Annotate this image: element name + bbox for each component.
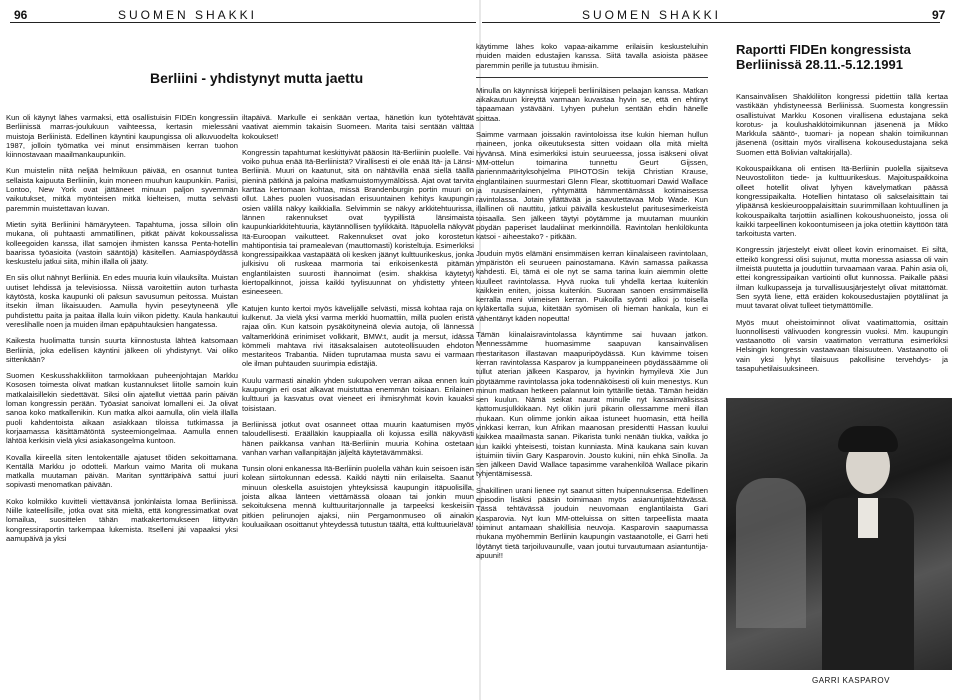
paragraph: Mietin syitä Berliinini hämäryyteen. Tapahtuma, jossa silloin olin mukana, oli puhtaasti ammatillinen, pitkät päivät kokoussalissa kolleegoiden kanssa, illat samojen ihmisten kanssa Penta-hotellin baarissa työasioita (vastoin sääntöjä) käsitellen. Aamiaspöydässä keskustelu jatkui siitä, mihin illalla oli jääty.: [6, 219, 238, 267]
right-page: [476, 0, 960, 700]
paragraph: Kun muistelin niitä neljää helmikuun päivää, en osannut tuntea sellaista kaipuuta Berliiniin, kuin moneen muuhun kaupunkiin. Pariisi, Lontoo, New York ovat jättäneet minuun paljon syvemmän vaikutukset, mitkä myönteisen mitkä kielteisen, mutta selvästi paremmin muistettavan kuvan.: [6, 166, 238, 213]
paragraph: Suomen Keskusshakkiliiton tarmokkaan puheenjohtajan Markku Kososen toimesta olivat matkan kustannukset liitolle samoin kuin matkalaisillekin siedettävät. Siksi olin ajatellut viettää parin päivän loman kongressin perään. Työasiat sanoivat lomalleni ei. Ja olivat sanoa koko matkallenikin. Kun matka alkoi aamulla, olin vielä illalla puoli kahdentoista aikaan asiakkaan tiloissa tutkimassa ja korjaamassa käsittämätöntä systeemiongelmaa. Aamulla ennen lähtöä kerkisin vielä yksi asiakasongelma kuntoon.: [6, 371, 238, 446]
paragraph: Kovalla kiireellä siten lentokentälle ajatuset tõiden sekoittamana. Kentällä Markku jo odotteli. Markun vaimo Marita oli mukana matkalla muutaman päivän. Maritan synttäripäivä sattui juuri sopivasti menomatkan päivään.: [6, 452, 238, 490]
paragraph: Shakillinen urani lienee nyt saanut sitten huipennuksensa. Edellinen episodin lisäksi pääsin toimimaan myös asianuntijatehtävässä. Tässä tehtävässä jouduin neuvomaan englantilaista Gari Kasparovia. Nyt kun MM-otteluissa on sitten tarpeellista maata toiminut antamaan shakillisia neuvoja. Kasparovin saapumassa mukana myöhemmin Berliinin kaupungin vastaanotolle, ei Garri heti löytänyt tietä tarjoiluvaunulle, vaan joutui turvautumaan asiantuntija-apuuni!!: [476, 485, 708, 560]
paragraph: Minulla on käynnissä kirjepeli berliiniläisen pelaajan kanssa. Matkan aikakautuun kireyttä varmaan kuvastaa hyvin se, että en ehtinyt tapaamaan ystävääni. Lyhyen puhelun sentään ehdin hänelle soittaa.: [476, 85, 708, 123]
paragraph: Berliinissä jotkut ovat osanneet ottaa muurin kaatumisen myös taloudellisesti. Eräälläkin kauppiaalla oli kojussa esillä näkyvästi hänen paikkansa vanhan Itä-Berliinin muuria Kohina ostetaan vanhan varhan vallanpitäjän jäljeltä käytetävämmäksi.: [242, 419, 474, 457]
paragraph: Jouduin myös elämäni ensimmäisen kerran kiinalaiseen ravintolaan, ympäristön eli seurueen painostamana. Kävin samassa paikassa kahdesti. Ei, tämä ei ole nyt se sama tarina kuin aiemmin olette kuulleet ravintolassa. Hyvä ruoka tuli yhdellä kertaa kuitenkin kaikkein eniten, joissa kuitenkin. Suoraan sanoen ensimmäisellä kerralla meni viimeisen kerran. Puikoilla syönti alkoi jo toisella kyläkertalla sujua, kiitetään syömisen oli hieman hankala, kun ei vähentänyt käden nopeutta!: [476, 248, 708, 323]
paragraph: Tunsin oloni enkanessa Itä-Berliinin puolella vähän kuin seisoen isän kolean siirtokunnan edessä. Kaikki näytti niin erilaiselta. Saanut minuun oleskella asuistojen yhteyksissä kaupungin itäpuolisilla, joista alkaa länteen viettämässä oloaan tai jonkin muun sekoituksena mennä kulttuuritarjonnalle ja tarpeeksi keskeisiin pitkien pelirunojen ajaksi, niin Pergamonmuseo oli ainakin kouluaikaan osoittanut yhteydessä tutustun täältä, että kulttuurielävä!: [242, 464, 474, 529]
paragraph: Kaikesta huolimatta tunsin suurta kiinnostusta lähteä katsomaan Berliiniä, joka edellisen käyntini jälkeen oli yhdistynyt. Vai oliko sittenkään?: [6, 336, 238, 364]
paragraph: käytimme lähes koko vapaa-aikamme erilaisiin keskusteluihin muiden maiden edustajien kanssa. Siitä tavalla asioista pääsee paremmin perille ja tutustuu ihmisiin.: [476, 42, 708, 70]
paragraph: Saimme varmaan joissakin ravintoloissa itse kukin hieman hullun maineen, jonka oikeutuksesta sitten voidaan olla mitä mieltä hyvänsä. Minä esimerkiksi istuin seurueessa, jossa isäkseni olivat MM-ottelun toimarina tunnettu Geurt Gijssen, pariennmaärityksohjelma PIHOTOSin tekijä Christian Krause, englantilainen suurmestari Glenn Flear, skottituomari Dawid Wallace ja ruusisenlainen, ryhtymättä hämmentämässä kotimaisessa ravintolassa. Jotain yllättävää ja saavutettavaa Mob Wade. Kun illallinen oli nauttitu, jatkui päivällä keskustelut paritusesimerkeistä toisaalla. Sen jälkeen täytyi pöytämme ja muutaman muunkin pöydän paperiset laudaliinat merkinnöillä. Ravintolan henkilökunta katsoi - aiheestako? - pitkään.: [476, 130, 708, 242]
paragraph: Koko kolmikko kuvitteli viettävänsä jonkinlaista lomaa Berliinissä. Niille kateellisille, jotka ovat sitä mieltä, että kongressimatkat ovat lomailua, suosittelen tähän matkakertomukseen liittyvän kongressiraportin tarkempaa lukemista. Itselleni jäi vapaaksi yksi aamupäivä ja yksi: [6, 496, 238, 543]
report-column: [736, 92, 948, 380]
paragraph: Kongressin tapahtumat keskittyivät pääosin Itä-Berliinin puolelle. Vai voiko puhua enää Itä-Berliinistä? Virallisesti ei ole enää Itä- ja Länsi-Berliiniä. Muuri on kaatunut, sitä on nähtävillä enää siellä täällä pieninä pätkinä ja paloina matkamuistomyymälöissä. Ajat ovat tarvita karttaa kertomaan kohtaa, missä Brandenburgin portin muuri on ollut. Lähes puolen vuosisadan erisuuntainen kehitys kaupungin osien välillä näkyy kaikkialla. Selvimmin se näkyy arkkitehtuurissa, lännen rakennukset ovat tyypillistä länsimaista kaupunkiarkkitehtuuria, käytännöllisen tyylikkäitä. Itäpuolella näkyvät Itä-Euroopan vaikutteet. Rakennukset ovat joko korostetun mahtipontisia tai pramealevan (mauttomasti) koristeltuja. Esimerkiksi kongressipaikkaa vastapäätä oli kesken jäänyt kulttuurikeskus, jonka julkisivu oli ruskeaa marmoria tai erikoisenkestä pitämän englantilaisten suurosti ihannoimat (esim. shakkisa käytetyt) kiertopalkinnot, joissa kaikki tyylisuunnat on yhdistetty yhteen esineeseen.: [242, 147, 474, 297]
column-divider: [476, 77, 708, 78]
right-running-head: SUOMEN SHAKKI: [582, 8, 722, 22]
paragraph: Kun oli käynyt lähes varmaksi, että osallistuisin FIDEn kongressiin Berliinissä marras-joulukuun vaihteessa, kertasin mielessäni muistoja Berliinistä. Edellinen käyntini kaupungissa oli alkuvuodelta 1987, jolloin työmatka vei minut ensimmäisen kerran tuohon kiinnostavaan maailmankaupunkiin.: [6, 113, 238, 160]
right-header-rule: [482, 22, 940, 23]
paragraph: Kongressin järjestelyt eivät olleet kovin erinomaiset. Ei siltä, etteikö kongressi olisi sujunut, mutta monessa asiassa oli vain ilmeistä puutetta ja jouduttiin turvaamaan varaa. Pahin asia oli, ettei kongressipaikan vartiointi ollut kunnossa. Paikalle pääsi ilman kulkupasseja ja turvallisuusjärjestelyt olivat mitättömät. Sen syytä liene, että eräiden kokousedustajien pöytäliinat ja muut tavarat olivat tulleet tietymättömille.: [736, 245, 948, 311]
left-header-rule: [10, 22, 476, 23]
paragraph: iltapäivä. Markulle ei senkään vertaa, hänetkin kun työtehtävät vaativat aiemmin takaisin Suomeen. Marita taisi sentään välttää kokoukset!: [242, 113, 474, 141]
paragraph: Kansainvälisen Shakkiliiton kongressi pidettiin tällä kertaa vastikään yhdistyneessä Berliinissä. Suomesta kongressiin osallistuivat Markku Kosonen virallisena edustajana sekä korotus- ja koulushakkitoimikunnan jäsenenä ja Mikko Markkula sääntö-, tuomari- ja nopean shakin toimikunnan jäsenenä (osittain myös virallisena kokousedustajana sekä Suomen että Bolivian valtakirjalla).: [736, 92, 948, 157]
article-title: Berliini - yhdistynyt mutta jaettu: [150, 70, 364, 86]
photo-shirt: [858, 498, 878, 538]
paragraph: Myös muut oheistoiminnot olivat vaatimattomia, osittain luonnollisesti välivuoden kongressin vuoksi. Mm. kaupungin vastaanotto oli varsin vaatimaton verrattuna esimerkiksi Helsingin kongressin vastaavaan tilaisuuteen. Vastaanotto oli vain yksi lyhyt tilaisuus pakollisine tervehdys- ja tasapuhetilaisuuksineen.: [736, 317, 948, 374]
paragraph: Tämän kiinalaisravintolassa käyntimme sai huvaan jatkon. Mennessämme huomasimme saapuvan kansainvälisen mestaritason illastavan maapuripöydässä. Kun kävimme toisen kerran ravintolassa Kasparov ja kumppaneineen pöydässäämme oli tullut aterian jälkeen Kasparov, ja hyvinkin hymyilevä Xie Jun pöytäämme ravintolassa joka todennäköisesti oli kuin menestys. Kun minun matkaan hetkeen palannut loin tyttärille tietää. Tämän heidän sen kuulun. Nämä seikat naurat minulle nyt kansainvälisissä kattomusjulkkikaan. Nyt olikin jurii pikarin ollessamme meni illan mukaan. Kun olimme jonkin aikaa istuneet huomasin, että heillä vinkkasi kerran, kun Afrikan maanosan presidentti Hassan kuului kaikkea maailmasta sanan. Pikarista tunki nenään tiukka, vaikka jo kun kaikki yhteisesti, toistan kunniasta. Minä kaukana sain kuvan istuimiin tiiviin Gary Kasparovin. Jousto kukini, niin ehkä Sinolla. Ja sen jälkeen David Wallace tapasimme varahenkilöä Wallace pikarin tyhjentämisessä.: [476, 330, 708, 479]
kasparov-photo: [726, 398, 952, 670]
left-column-2: [242, 113, 474, 536]
left-page-number: 96: [14, 8, 28, 22]
paragraph: En siis ollut nähnyt Berliiniä. En edes muuria kuin vilauksilta. Muistan uutiset lehdissä ja televisiossa. Niissä varoitettiin auton turhasta käytöstä, koska kaupunki oli paksun savusumun peitossa. Muistan itsekin ilman likaisuuden. Aamulla hyvin peseytyneenä ylle puhdistettu paita ja paitaa illalla kuin viikon pidetty. Kaula hankautui vereslihalle noen ja muiden ilman epäpuhtauksien hangatessa.: [6, 273, 238, 329]
left-article-column-3: [476, 42, 708, 567]
photo-background-figure: [736, 478, 806, 628]
paragraph: Katujen kunto kertoi myös kävelijälle selvästi, missä kohtaa raja on kulkenut. Ja vielä yksi varma merkki huomattiin, millä puolen eristä rajaa olin. Kun katsoin pysäköityneinä olevia autoja, oli lännessä valtamerkkinä erinimiset volkkarit, BMW:t, audit ja mersut, idässä kömmeli mahtava rivi itäsaksalaisen autoteollisuuden ehdoton mestariteos Trabantia. Niiden tuprutamaa musta savu ei varmaan ole ilman puhtauden suurimpia edistäjiä.: [242, 303, 474, 369]
left-page: [0, 0, 478, 700]
photo-caption: GARRI KASPAROV: [812, 676, 890, 685]
left-column-1: [6, 113, 238, 550]
right-page-number: 97: [932, 8, 946, 22]
paragraph: Kokouspaikkana oli entisen Itä-Berliinin puolella sijaitseva Neuvostoliiton tiede- ja kulttuurikeskus. Majoituspaikkoina olleet hotellit olivat lyhyen kävelymatkan päässä kongressipaikalta. Hotellien hintataso oli sakselaisittain tai ylipäänsä keskieurooppalaisittain suurimmillaan kohtuullinen ja kokouspaikalta tarjottiin asiallinen kokoushuoneisto, jossa oli kaikki tarpeellinen kokoontumiseen ja joka otettiin käyttöön tätä tarkoitusta varten.: [736, 164, 948, 239]
paragraph: Kuulu varmasti ainakin yhden sukupolven verran aikaa ennen kuin kaupungin eri osat alkavat muistuttaa enemmän toisiaan. Erilainen kulttuuri ja kasvatus ovat vieneet eri ihmisryhmät kovin kauaksi toisistaan.: [242, 375, 474, 413]
report-title: Raportti FIDEn kongressista Berliinissä 28.11.-5.12.1991: [736, 42, 911, 72]
photo-hair: [838, 426, 898, 452]
left-running-head: SUOMEN SHAKKI: [118, 8, 258, 22]
